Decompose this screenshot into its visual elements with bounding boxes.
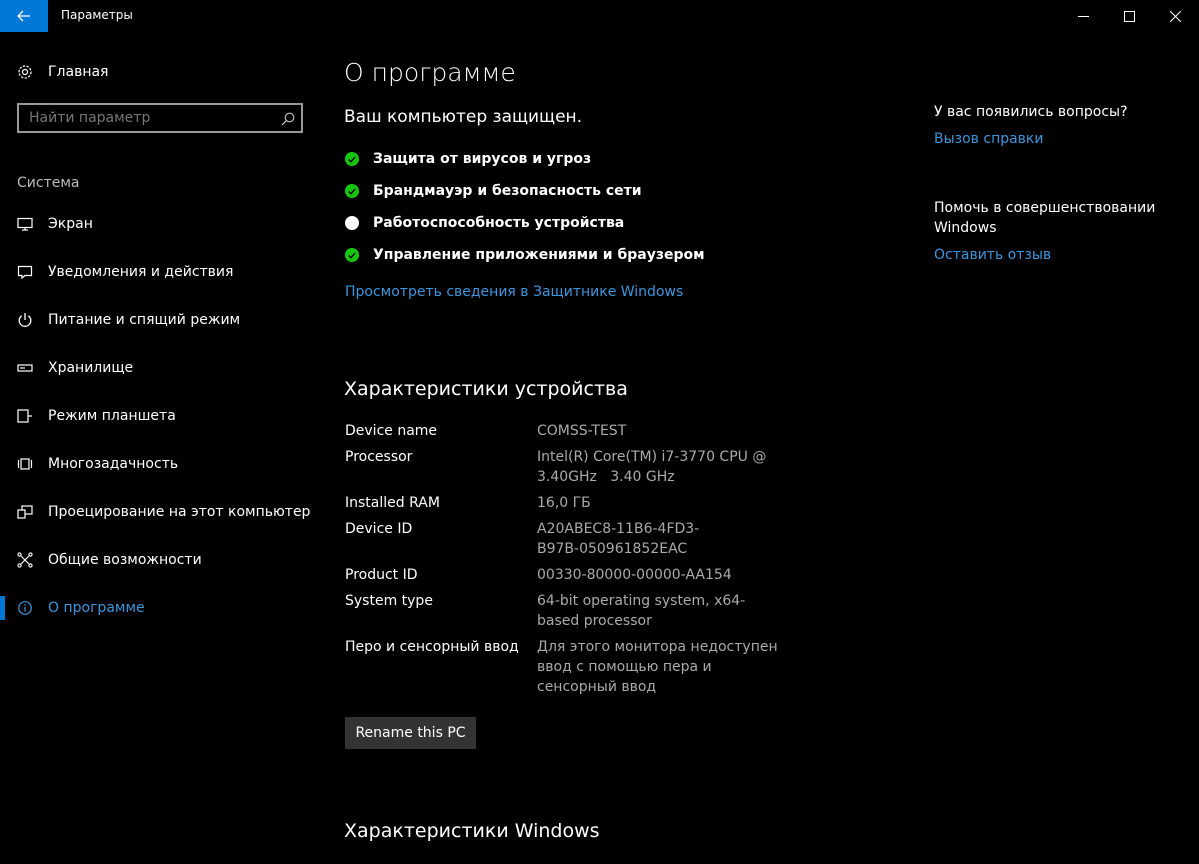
sidebar-home[interactable] [0, 48, 330, 96]
spec-value: Intel(R) Core(TM) i7-3770 CPU @ 3.40GHz 3.40 GHz [537, 449, 771, 485]
spec-label: Product ID [345, 567, 418, 583]
sidebar-item-label: Уведомления и действия [48, 264, 234, 280]
sidebar-item-label: Режим планшета [48, 408, 176, 424]
sidebar-item-label: Проецирование на этот компьютер [48, 504, 311, 520]
sidebar-item-power[interactable] [0, 296, 330, 344]
search-box[interactable] [17, 103, 303, 133]
sidebar-item-shared-experiences[interactable] [0, 536, 330, 584]
spec-value: Для этого монитора недоступен ввод с помощью пера и сенсорный ввод [537, 639, 778, 695]
sidebar-item-label: Хранилище [48, 360, 134, 376]
spec-label: Device ID [345, 521, 413, 537]
multitasking-icon [0, 457, 48, 471]
questions-heading: У вас появились вопросы? [934, 104, 1128, 120]
notifications-icon [0, 265, 48, 279]
display-icon [0, 217, 48, 231]
title-bar [0, 0, 1199, 32]
sidebar-item-label: О программе [48, 600, 145, 616]
search-input[interactable] [29, 110, 269, 126]
home-gear-icon [0, 64, 48, 80]
rename-pc-button[interactable]: Rename this PC [345, 717, 476, 749]
maximize-button[interactable] [1106, 0, 1152, 32]
sidebar-item-tablet-mode[interactable] [0, 392, 330, 440]
windows-specs-title: Характеристики Windows [344, 820, 600, 842]
protection-item [345, 180, 642, 202]
sidebar-item-storage[interactable] [0, 344, 330, 392]
protection-heading: Ваш компьютер защищен. [344, 107, 583, 127]
spec-label: Installed RAM [345, 495, 440, 511]
spec-value: A20ABEC8-11B6-4FD3-B97B-050961852EAC [537, 521, 700, 557]
sidebar-item-label: Общие возможности [48, 552, 202, 568]
spec-label: Processor [345, 449, 413, 465]
sidebar-item-label: Питание и спящий режим [48, 312, 241, 328]
projecting-icon [0, 505, 48, 519]
minimize-button[interactable] [1060, 0, 1106, 32]
spec-label: Перо и сенсорный ввод [345, 639, 519, 655]
close-button[interactable] [1152, 0, 1198, 32]
get-help-link[interactable]: Вызов справки [934, 131, 1044, 147]
spec-value: 16,0 ГБ [537, 495, 591, 511]
spec-value: 64-bit operating system, x64-based processor [537, 593, 746, 629]
check-icon [345, 184, 359, 198]
sidebar-item-display[interactable] [0, 200, 330, 248]
protection-item [345, 212, 624, 234]
search-icon[interactable] [281, 111, 295, 130]
protection-item-label: Работоспособность устройства [373, 215, 625, 231]
sidebar-item-label: Многозадачность [48, 456, 179, 472]
sidebar-section-label: Система [17, 175, 80, 191]
window-title: Параметры [61, 8, 133, 22]
protection-item [345, 244, 705, 266]
check-icon [345, 248, 359, 262]
check-icon [345, 152, 359, 166]
back-button[interactable] [0, 0, 48, 32]
shared-experiences-icon [0, 552, 48, 568]
spec-value: COMSS-TEST [537, 423, 627, 439]
protection-item [345, 148, 591, 170]
device-specs-title: Характеристики устройства [344, 378, 628, 400]
status-dot-icon [345, 216, 359, 230]
spec-label: Device name [345, 423, 438, 439]
protection-item-label: Управление приложениями и браузером [373, 247, 705, 263]
back-arrow-icon [17, 7, 31, 26]
power-icon [0, 312, 48, 328]
sidebar-item-projecting[interactable] [0, 488, 330, 536]
defender-details-link[interactable]: Просмотреть сведения в Защитнике Windows [345, 284, 684, 300]
spec-label: System type [345, 593, 433, 609]
sidebar-item-about[interactable] [0, 584, 330, 632]
close-icon [1170, 7, 1181, 26]
sidebar-item-notifications[interactable] [0, 248, 330, 296]
sidebar-item-multitasking[interactable] [0, 440, 330, 488]
feedback-link[interactable]: Оставить отзыв [934, 247, 1052, 263]
protection-item-label: Защита от вирусов и угроз [373, 151, 592, 167]
improve-heading: Помочь в совершенствовании Windows [934, 200, 1156, 236]
protection-item-label: Брандмауэр и безопасность сети [373, 183, 642, 199]
sidebar-item-label: Экран [48, 216, 93, 232]
tablet-mode-icon [0, 409, 48, 423]
info-icon [0, 600, 48, 616]
spec-value: 00330-80000-00000-AA154 [537, 567, 732, 583]
maximize-icon [1124, 7, 1135, 26]
storage-icon [0, 363, 48, 373]
page-title: О программе [344, 58, 516, 87]
minimize-icon [1078, 7, 1089, 26]
sidebar-home-label: Главная [48, 64, 109, 80]
